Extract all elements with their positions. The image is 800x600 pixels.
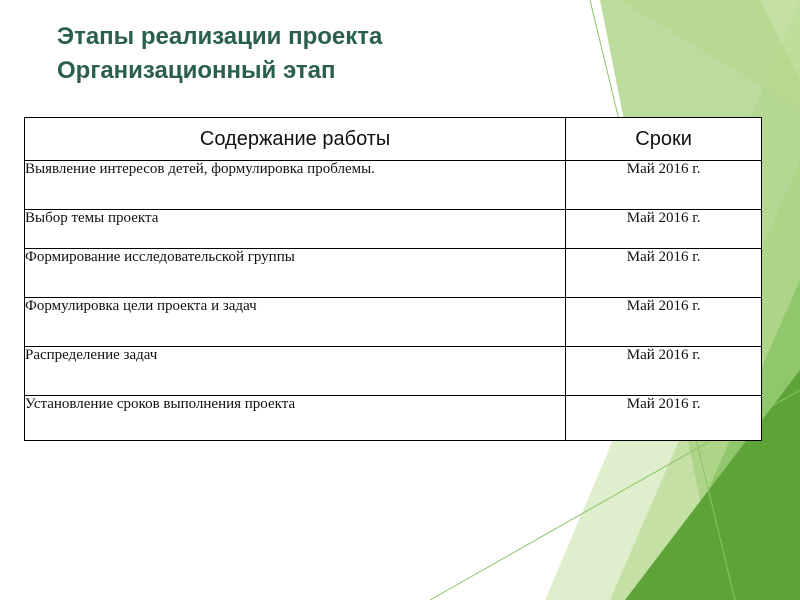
task-cell: Выявление интересов детей, формулировка проблемы. [25,161,566,210]
date-cell: Май 2016 г. [566,298,762,347]
date-cell: Май 2016 г. [566,249,762,298]
table-row [25,298,762,347]
header-deadlines: Сроки [566,118,762,161]
slide-title [57,20,382,88]
title-line-1: Этапы реализации проекта [57,23,383,50]
date-cell: Май 2016 г. [566,210,762,249]
table-row [25,249,762,298]
table-row [25,396,762,441]
task-cell: Формулировка цели проекта и задач [25,298,566,347]
table-row [25,161,762,210]
date-cell: Май 2016 г. [566,161,762,210]
table-row [25,347,762,396]
schedule-table [24,117,762,441]
table-header-row [25,118,762,161]
task-cell: Установление сроков выполнения проекта [25,396,566,441]
title-line-2: Организационный этап [57,57,336,84]
date-cell: Май 2016 г. [566,396,762,441]
task-cell: Распределение задач [25,347,566,396]
header-work-content: Содержание работы [25,118,566,161]
table-row [25,210,762,249]
task-cell: Формирование исследовательской группы [25,249,566,298]
task-cell: Выбор темы проекта [25,210,566,249]
date-cell: Май 2016 г. [566,347,762,396]
